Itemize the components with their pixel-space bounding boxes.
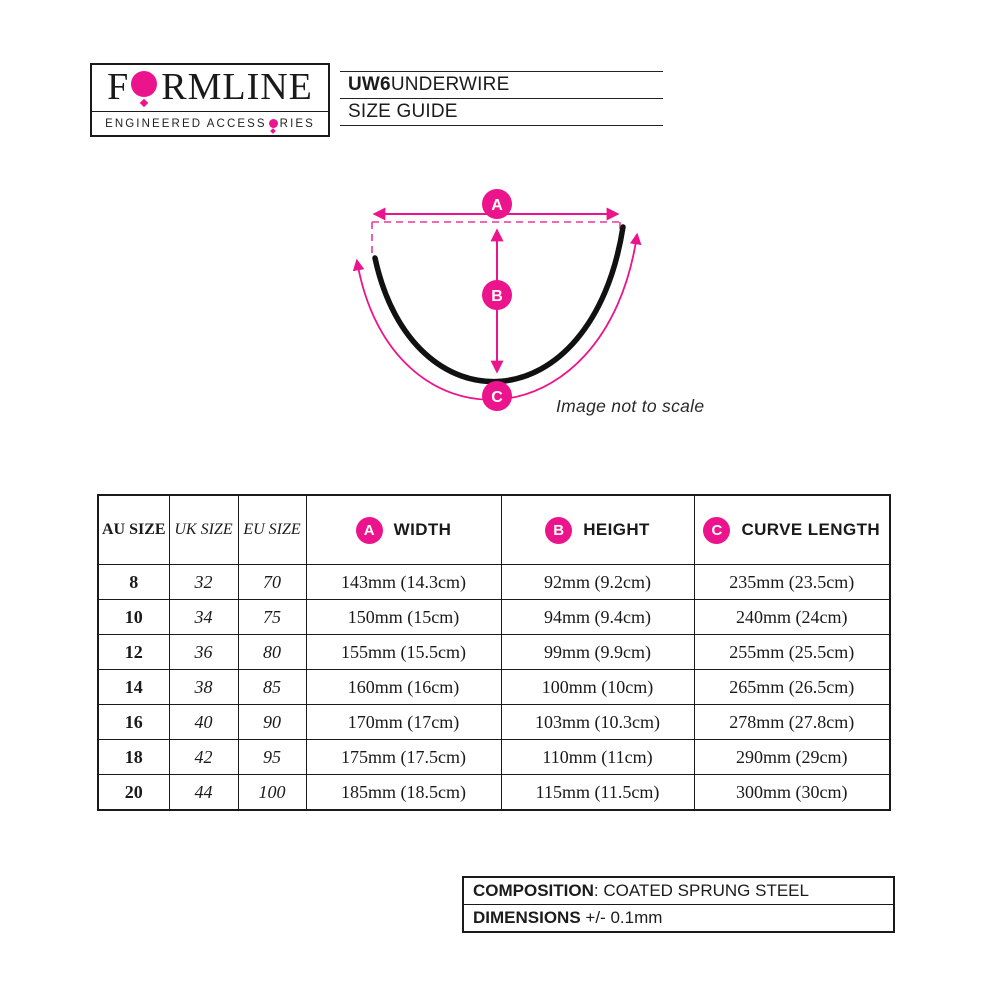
underwire-measurement-diagram — [340, 185, 700, 430]
header-row — [98, 495, 890, 565]
table-row — [98, 565, 890, 600]
cell-au-size: 20 — [98, 775, 169, 811]
cell-width: 170mm (17cm) — [306, 705, 501, 740]
cell-curve-length: 235mm (23.5cm) — [694, 565, 890, 600]
brand-wordmark — [92, 65, 328, 111]
cell-curve-length: 300mm (30cm) — [694, 775, 890, 811]
cell-au-size: 18 — [98, 740, 169, 775]
cell-curve-length: 290mm (29cm) — [694, 740, 890, 775]
cell-width: 175mm (17.5cm) — [306, 740, 501, 775]
cell-curve-length: 278mm (27.8cm) — [694, 705, 890, 740]
cell-uk-size: 42 — [169, 740, 238, 775]
table-row — [98, 705, 890, 740]
header-curve-label: CURVE LENGTH — [741, 520, 881, 539]
cell-uk-size: 36 — [169, 635, 238, 670]
cell-eu-size: 95 — [238, 740, 306, 775]
badge-a-icon: A — [356, 517, 383, 544]
header-height-label: HEIGHT — [583, 520, 650, 539]
cell-uk-size: 40 — [169, 705, 238, 740]
tagline-balloon-o-icon — [268, 118, 279, 130]
cell-width: 150mm (15cm) — [306, 600, 501, 635]
cell-curve-length: 240mm (24cm) — [694, 600, 890, 635]
header-curve-length — [694, 495, 890, 565]
header-height — [501, 495, 694, 565]
balloon-o-icon — [130, 68, 160, 108]
cell-height: 94mm (9.4cm) — [501, 600, 694, 635]
product-name: UNDERWIRE — [390, 74, 510, 95]
cell-uk-size: 32 — [169, 565, 238, 600]
cell-height: 103mm (10.3cm) — [501, 705, 694, 740]
cell-au-size: 8 — [98, 565, 169, 600]
brand-tagline — [92, 112, 328, 136]
brand-text — [107, 68, 313, 108]
cell-height: 110mm (11cm) — [501, 740, 694, 775]
cell-height: 115mm (11.5cm) — [501, 775, 694, 811]
composition-value: : COATED SPRUNG STEEL — [593, 881, 809, 900]
cell-au-size: 14 — [98, 670, 169, 705]
header-eu-size: EU SIZE — [238, 495, 306, 565]
cell-uk-size: 44 — [169, 775, 238, 811]
tagline-pre: ENGINEERED ACCESS — [105, 118, 267, 130]
badge-c-icon: C — [703, 517, 730, 544]
tagline-balloon-diamond — [270, 128, 276, 134]
size-table-body — [98, 565, 890, 811]
cell-eu-size: 70 — [238, 565, 306, 600]
cell-au-size: 16 — [98, 705, 169, 740]
header-width — [306, 495, 501, 565]
table-row — [98, 635, 890, 670]
cell-eu-size: 100 — [238, 775, 306, 811]
cell-curve-length: 255mm (25.5cm) — [694, 635, 890, 670]
table-row — [98, 670, 890, 705]
page-title: SIZE GUIDE — [348, 101, 458, 122]
cell-width: 185mm (18.5cm) — [306, 775, 501, 811]
header-width-label: WIDTH — [393, 520, 452, 539]
product-title — [340, 72, 663, 98]
cell-height: 100mm (10cm) — [501, 670, 694, 705]
cell-au-size: 10 — [98, 600, 169, 635]
cell-eu-size: 75 — [238, 600, 306, 635]
tagline-post: RIES — [279, 118, 315, 130]
spec-box — [462, 876, 895, 933]
table-row — [98, 740, 890, 775]
cell-height: 99mm (9.9cm) — [501, 635, 694, 670]
cell-eu-size: 90 — [238, 705, 306, 740]
document-title-block — [340, 71, 663, 126]
table-row — [98, 600, 890, 635]
dimensions-label: DIMENSIONS — [473, 908, 581, 927]
cell-curve-length: 265mm (26.5cm) — [694, 670, 890, 705]
title-rule-bottom — [340, 125, 663, 126]
badge-b-icon: B — [545, 517, 572, 544]
label-a-text: A — [491, 197, 503, 214]
brand-text-post: RMLINE — [161, 66, 313, 108]
cell-eu-size: 85 — [238, 670, 306, 705]
balloon-diamond — [140, 99, 148, 107]
size-table — [97, 494, 891, 811]
not-to-scale-note: Image not to scale — [556, 396, 705, 416]
cell-width: 143mm (14.3cm) — [306, 565, 501, 600]
formline-logo — [90, 63, 330, 137]
brand-text-pre: F — [107, 66, 130, 108]
cell-height: 92mm (9.2cm) — [501, 565, 694, 600]
cell-au-size: 12 — [98, 635, 169, 670]
cell-width: 155mm (15.5cm) — [306, 635, 501, 670]
cell-uk-size: 38 — [169, 670, 238, 705]
dimensions-row — [464, 904, 893, 931]
label-c-text: C — [491, 389, 503, 406]
balloon-circle — [131, 71, 157, 97]
cell-width: 160mm (16cm) — [306, 670, 501, 705]
header-au-size: AU SIZE — [98, 495, 169, 565]
table-row — [98, 775, 890, 811]
header-uk-size: UK SIZE — [169, 495, 238, 565]
label-b-text: B — [491, 288, 503, 305]
size-table-header — [98, 495, 890, 565]
composition-label: COMPOSITION — [473, 881, 594, 900]
tagline-balloon-circle — [269, 119, 278, 128]
product-code: UW6 — [348, 74, 391, 95]
cell-eu-size: 80 — [238, 635, 306, 670]
dimensions-value: +/- 0.1mm — [580, 908, 663, 927]
composition-row — [464, 878, 893, 904]
cell-uk-size: 34 — [169, 600, 238, 635]
